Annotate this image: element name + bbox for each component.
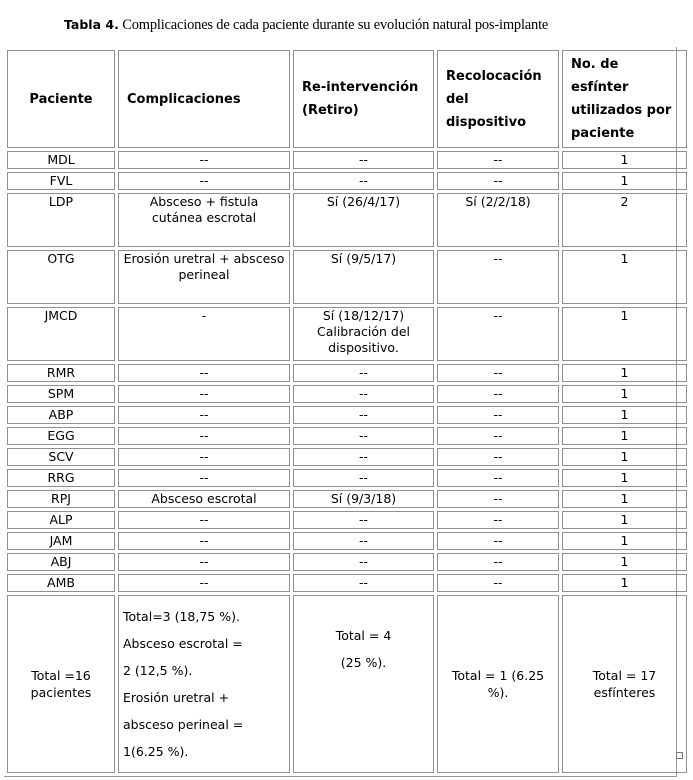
cell-paciente: JMCD xyxy=(7,307,115,361)
total-esfinteres: Total = 17 esfínteres xyxy=(562,595,687,773)
cell-complicaciones: -- xyxy=(118,469,290,487)
cell-recolocacion: -- xyxy=(437,574,559,592)
cell-paciente: FVL xyxy=(7,172,115,190)
table-row xyxy=(7,511,687,529)
cell-complicaciones: -- xyxy=(118,406,290,424)
cell-reintervencion: -- xyxy=(293,385,434,403)
cell-paciente: SCV xyxy=(7,448,115,466)
totals-row xyxy=(7,595,687,773)
table-row xyxy=(7,307,687,361)
cell-esfinteres: 1 xyxy=(562,151,687,169)
cell-reintervencion: -- xyxy=(293,469,434,487)
cell-esfinteres: 1 xyxy=(562,427,687,445)
cell-paciente: RRG xyxy=(7,469,115,487)
cell-esfinteres: 1 xyxy=(562,553,687,571)
total-complicaciones-line: 1(6.25 %). xyxy=(123,744,189,759)
cell-esfinteres: 1 xyxy=(562,448,687,466)
cell-paciente: RMR xyxy=(7,364,115,382)
cell-paciente: MDL xyxy=(7,151,115,169)
cell-complicaciones: Erosión uretral + absceso perineal xyxy=(118,250,290,304)
cell-paciente: SPM xyxy=(7,385,115,403)
table-row xyxy=(7,532,687,550)
header-paciente: Paciente xyxy=(7,50,115,148)
caption-label: Tabla 4. xyxy=(64,17,119,32)
cell-complicaciones: -- xyxy=(118,151,290,169)
cell-recolocacion: -- xyxy=(437,385,559,403)
cell-reintervencion: Sí (26/4/17) xyxy=(293,193,434,247)
total-recolocacion: Total = 1 (6.25 %). xyxy=(437,595,559,773)
cell-recolocacion: -- xyxy=(437,364,559,382)
cell-complicaciones: -- xyxy=(118,364,290,382)
total-complicaciones-line: 2 (12,5 %). xyxy=(123,663,193,678)
table-row xyxy=(7,193,687,247)
cell-recolocacion: -- xyxy=(437,469,559,487)
cell-paciente: ABP xyxy=(7,406,115,424)
complications-table xyxy=(4,47,690,776)
table-row xyxy=(7,250,687,304)
table-row xyxy=(7,151,687,169)
cell-paciente: RPJ xyxy=(7,490,115,508)
cell-recolocacion: -- xyxy=(437,250,559,304)
cell-recolocacion: -- xyxy=(437,151,559,169)
total-pacientes: Total =16 pacientes xyxy=(7,595,115,773)
cell-paciente: ALP xyxy=(7,511,115,529)
total-reintervencion-line: (25 %). xyxy=(340,655,387,670)
cell-reintervencion: -- xyxy=(293,448,434,466)
cell-complicaciones: -- xyxy=(118,553,290,571)
table-row xyxy=(7,427,687,445)
cell-complicaciones: -- xyxy=(118,511,290,529)
cell-reintervencion: -- xyxy=(293,151,434,169)
table-row xyxy=(7,553,687,571)
table-row xyxy=(7,364,687,382)
cell-complicaciones: -- xyxy=(118,448,290,466)
cell-paciente: AMB xyxy=(7,574,115,592)
header-recolocacion: Recolocación del dispositivo xyxy=(437,50,559,148)
cell-reintervencion: Sí (18/12/17) Calibración del dispositivo. xyxy=(293,307,434,361)
cell-complicaciones: -- xyxy=(118,574,290,592)
cell-recolocacion: -- xyxy=(437,307,559,361)
header-reintervencion: Re-intervención (Retiro) xyxy=(293,50,434,148)
cell-esfinteres: 1 xyxy=(562,574,687,592)
cell-complicaciones: Absceso + fistula cutánea escrotal xyxy=(118,193,290,247)
cell-paciente: JAM xyxy=(7,532,115,550)
cell-recolocacion: -- xyxy=(437,532,559,550)
cell-recolocacion: -- xyxy=(437,511,559,529)
table-row xyxy=(7,574,687,592)
cell-esfinteres: 1 xyxy=(562,364,687,382)
cell-paciente: OTG xyxy=(7,250,115,304)
cell-esfinteres: 2 xyxy=(562,193,687,247)
cell-esfinteres: 1 xyxy=(562,406,687,424)
table-row xyxy=(7,490,687,508)
table-row xyxy=(7,385,687,403)
cell-esfinteres: 1 xyxy=(562,532,687,550)
cell-reintervencion: -- xyxy=(293,406,434,424)
resize-handle xyxy=(676,752,683,759)
cell-esfinteres: 1 xyxy=(562,172,687,190)
cell-esfinteres: 1 xyxy=(562,385,687,403)
cell-paciente: LDP xyxy=(7,193,115,247)
cell-recolocacion: -- xyxy=(437,490,559,508)
cell-esfinteres: 1 xyxy=(562,307,687,361)
cell-reintervencion: -- xyxy=(293,553,434,571)
header-esfinteres: No. de esfínter utilizados por paciente xyxy=(562,50,687,148)
cell-recolocacion: -- xyxy=(437,427,559,445)
table-row xyxy=(7,469,687,487)
total-reintervencion-line: Total = 4 xyxy=(335,628,392,643)
cell-esfinteres: 1 xyxy=(562,490,687,508)
cell-reintervencion: -- xyxy=(293,364,434,382)
cell-complicaciones: Absceso escrotal xyxy=(118,490,290,508)
cell-recolocacion: -- xyxy=(437,172,559,190)
table-row xyxy=(7,406,687,424)
cell-reintervencion: Sí (9/5/17) xyxy=(293,250,434,304)
table-row xyxy=(7,448,687,466)
cell-reintervencion: -- xyxy=(293,574,434,592)
cell-esfinteres: 1 xyxy=(562,469,687,487)
cell-esfinteres: 1 xyxy=(562,511,687,529)
cell-paciente: ABJ xyxy=(7,553,115,571)
cell-reintervencion: -- xyxy=(293,427,434,445)
cell-esfinteres: 1 xyxy=(562,250,687,304)
cell-reintervencion: -- xyxy=(293,511,434,529)
total-reintervencion xyxy=(293,595,434,773)
cell-complicaciones: -- xyxy=(118,385,290,403)
cell-recolocacion: -- xyxy=(437,553,559,571)
table-caption xyxy=(64,17,548,34)
complications-table-frame xyxy=(4,47,677,777)
header-row xyxy=(7,50,687,148)
cell-recolocacion: -- xyxy=(437,448,559,466)
cell-reintervencion: -- xyxy=(293,532,434,550)
cell-recolocacion: -- xyxy=(437,406,559,424)
cell-reintervencion: Sí (9/3/18) xyxy=(293,490,434,508)
cell-complicaciones: -- xyxy=(118,172,290,190)
total-complicaciones-line: absceso perineal = xyxy=(123,717,244,732)
total-complicaciones xyxy=(118,595,290,773)
total-complicaciones-line: Erosión uretral + xyxy=(123,690,230,705)
table-row xyxy=(7,172,687,190)
cell-paciente: EGG xyxy=(7,427,115,445)
total-complicaciones-line: Total=3 (18,75 %). xyxy=(123,609,240,624)
header-complicaciones: Complicaciones xyxy=(118,50,290,148)
cell-complicaciones: -- xyxy=(118,427,290,445)
cell-complicaciones: -- xyxy=(118,532,290,550)
cell-complicaciones: - xyxy=(118,307,290,361)
total-complicaciones-line: Absceso escrotal = xyxy=(123,636,243,651)
cell-recolocacion: Sí (2/2/18) xyxy=(437,193,559,247)
cell-reintervencion: -- xyxy=(293,172,434,190)
caption-text: Complicaciones de cada paciente durante su evolución natural pos-implante xyxy=(118,17,549,33)
